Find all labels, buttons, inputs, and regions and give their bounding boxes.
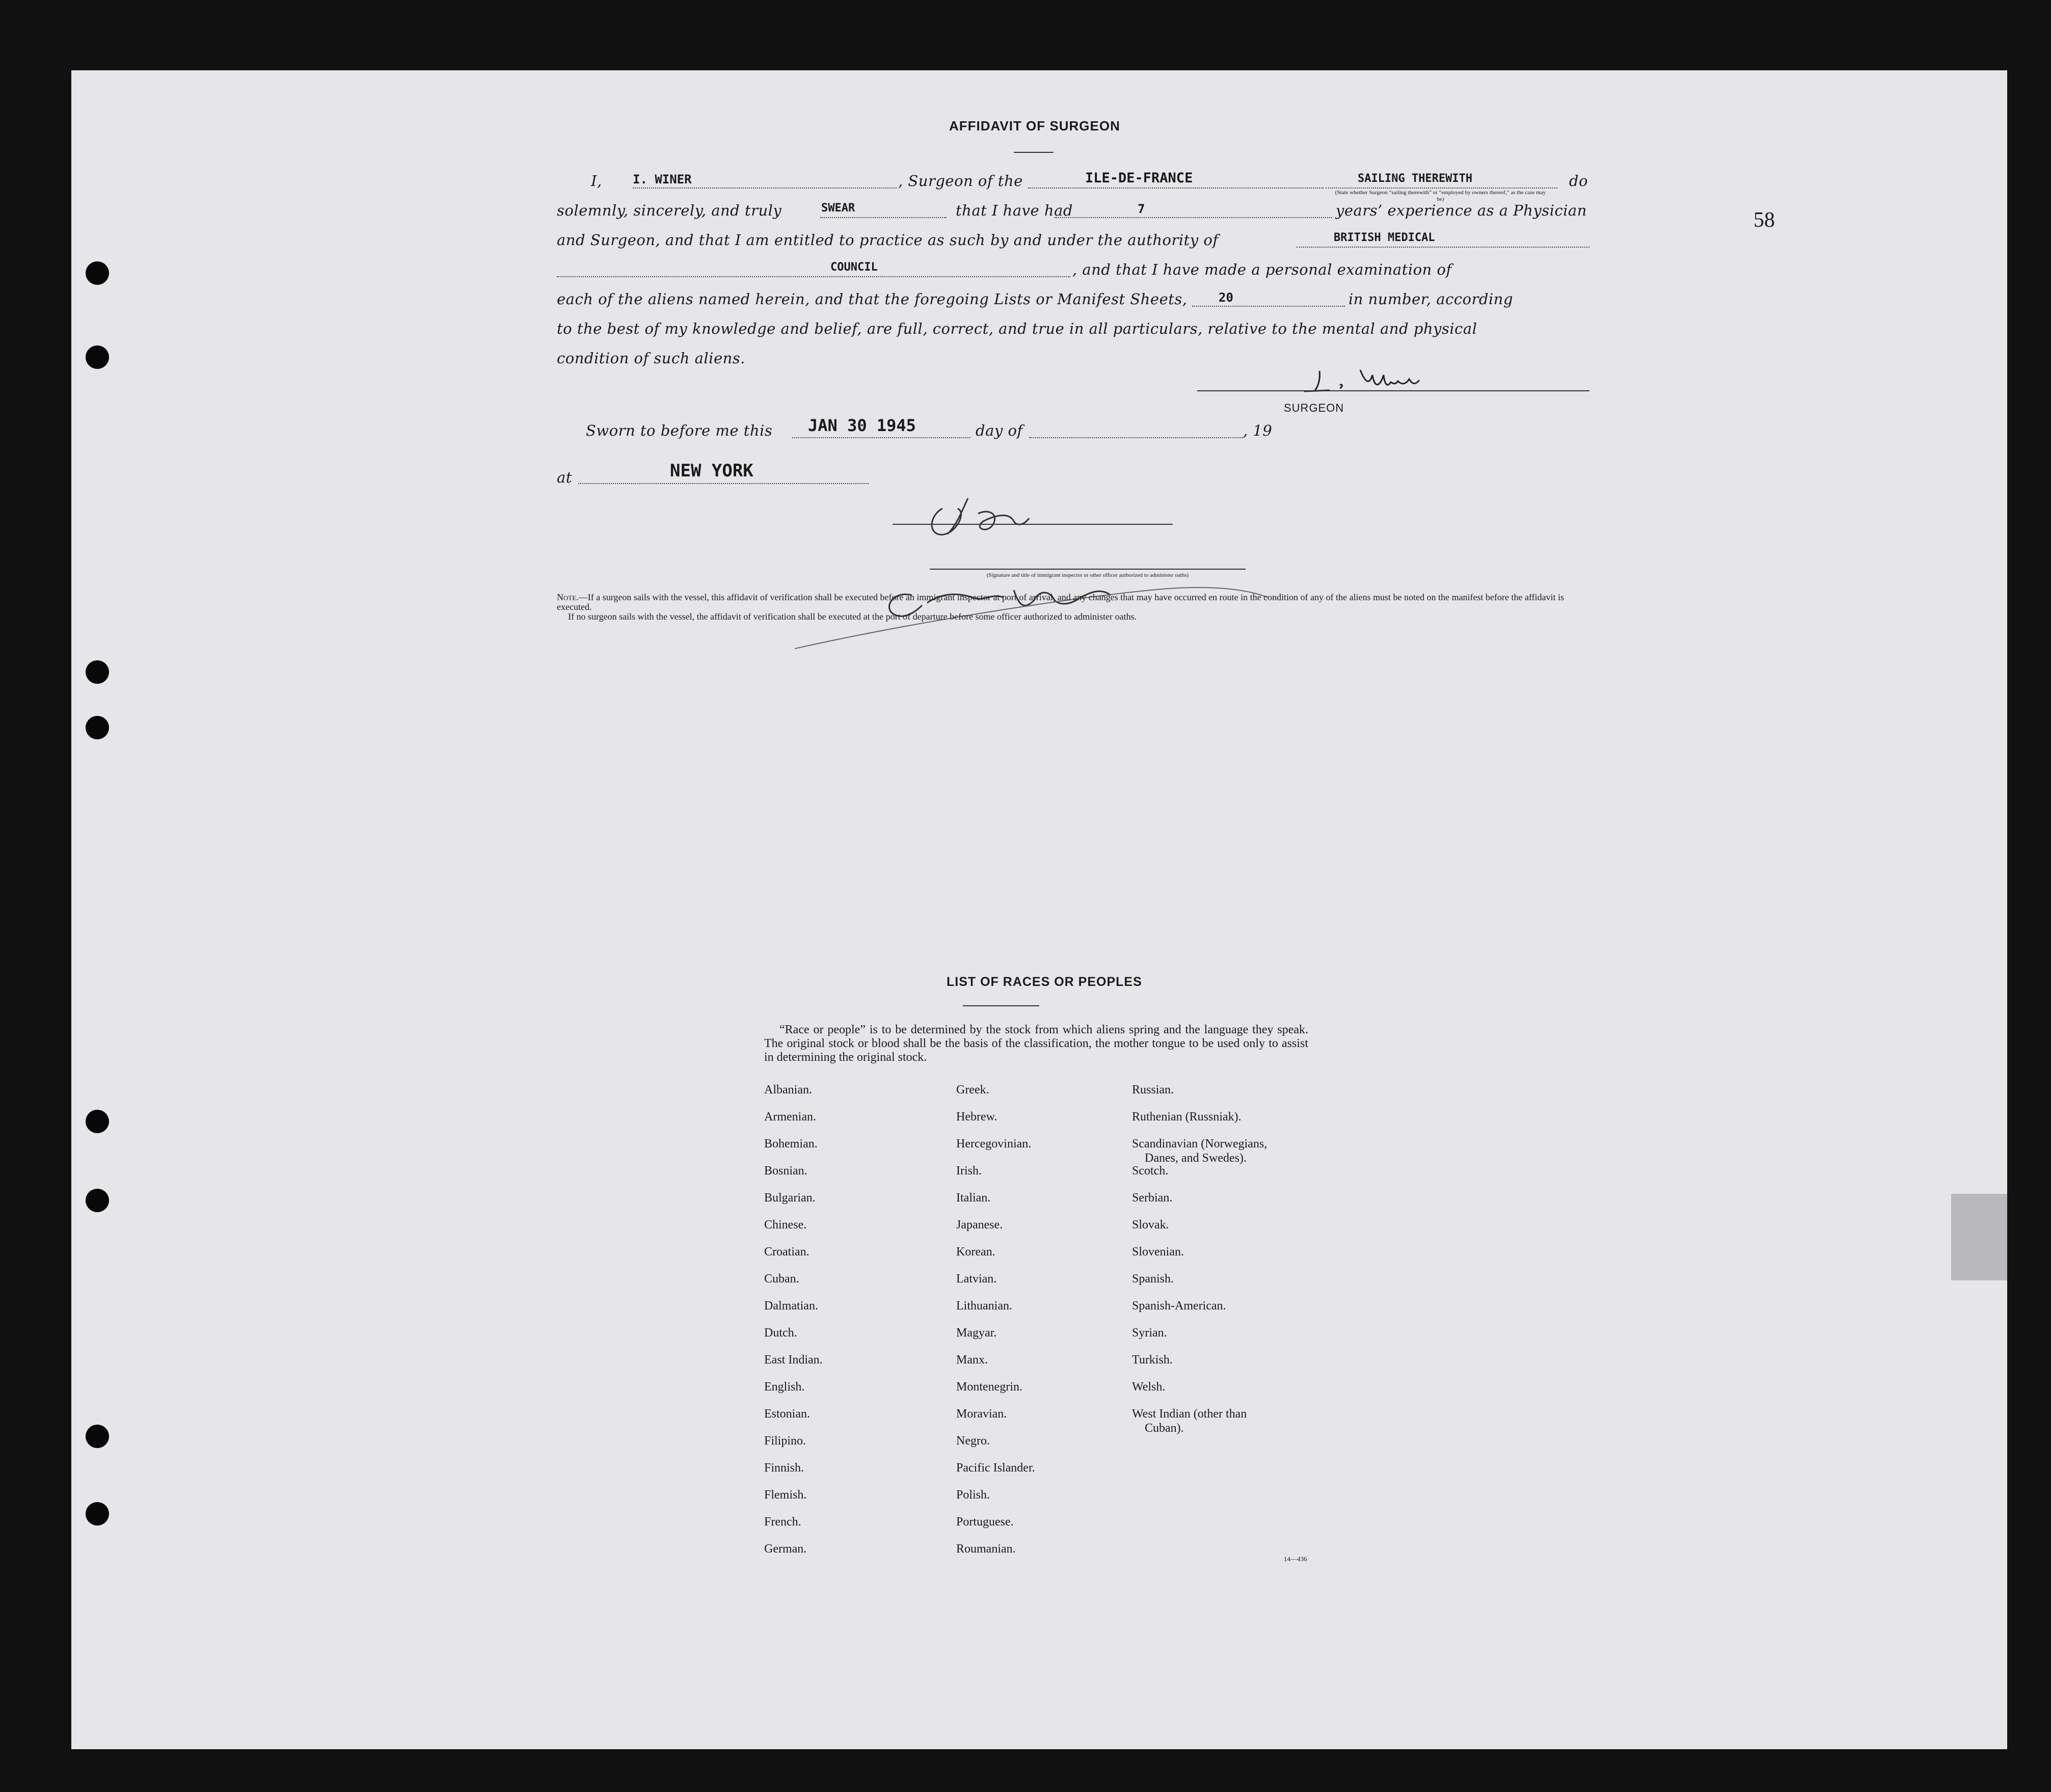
years-field: 7 <box>1138 202 1145 216</box>
surgeon-signature-line <box>1197 390 1589 391</box>
race-item: Roumanian. <box>956 1542 1016 1556</box>
affidavit-line5-end: in number, according <box>1348 290 1514 308</box>
race-item: Bohemian. <box>764 1137 818 1151</box>
binder-hole <box>86 1425 109 1448</box>
affidavit-line1-prefix: I, <box>591 172 602 190</box>
race-item: Portuguese. <box>956 1515 1014 1529</box>
race-item: Korean. <box>956 1245 995 1259</box>
race-item: Serbian. <box>1132 1191 1173 1205</box>
note-lead: Note. <box>557 592 579 602</box>
race-item: Cuban). <box>1145 1422 1184 1435</box>
race-item: Greek. <box>956 1083 989 1096</box>
race-item: West Indian (other than <box>1132 1407 1247 1421</box>
binder-hole <box>86 345 109 369</box>
race-item: English. <box>764 1380 805 1394</box>
officer-line-1 <box>893 524 1173 525</box>
affidavit-line2-mid: that I have had <box>956 202 1073 219</box>
affidavit-title: AFFIDAVIT OF SURGEON <box>949 118 1120 133</box>
fill-line <box>1028 188 1324 189</box>
race-item: Dutch. <box>764 1326 797 1340</box>
races-title: LIST OF RACES OR PEOPLES <box>947 975 1142 989</box>
race-item: French. <box>764 1515 801 1529</box>
race-item: Slovak. <box>1132 1218 1169 1232</box>
at-label: at <box>557 469 572 486</box>
capacity-field: SAILING THEREWITH <box>1358 172 1473 185</box>
race-item: Irish. <box>956 1164 982 1178</box>
page-number: 58 <box>1753 208 1775 232</box>
form-number: 14—436 <box>1284 1555 1307 1563</box>
capacity-note: (State whether Surgeon “sailing therewith” or “employed by owners thereof,” as the case may be) <box>1335 190 1546 202</box>
sheets-count-field: 20 <box>1219 290 1233 305</box>
race-item: Armenian. <box>764 1110 816 1124</box>
date-stamp: JAN 30 1945 <box>808 416 916 435</box>
race-item: Bosnian. <box>764 1164 807 1178</box>
affidavit-line2-end: years’ experience as a Physician <box>1336 202 1587 219</box>
affidavit-line6: to the best of my knowledge and belief, are full, correct, and true in all particulars, relative to the mental and physical <box>557 320 1477 337</box>
race-item: Chinese. <box>764 1218 807 1232</box>
race-item: Cuban. <box>764 1272 799 1286</box>
race-item: Welsh. <box>1132 1380 1166 1394</box>
fill-line <box>557 276 1070 277</box>
authority-field-part1: BRITISH MEDICAL <box>1334 231 1435 244</box>
manifest-page <box>71 70 2007 1749</box>
race-item: Filipino. <box>764 1434 806 1448</box>
fill-line <box>1192 306 1345 307</box>
binder-hole <box>86 716 109 739</box>
binder-hole <box>86 660 109 684</box>
race-item: Manx. <box>956 1353 988 1367</box>
affidavit-line1-mid: , Surgeon of the <box>898 172 1023 190</box>
race-item: Montenegrin. <box>956 1380 1022 1394</box>
race-item: Ruthenian (Russniak). <box>1132 1110 1242 1124</box>
race-item: Scandinavian (Norwegians, <box>1132 1137 1267 1151</box>
race-item: Latvian. <box>956 1272 997 1286</box>
note-body: —If a surgeon sails with the vessel, this affidavit of verification shall be executed before an immigrant inspector at port of arrival, and any changes that may have occurred en route in the condition of any of the aliens must be noted on the manifest before the affidavit is executed. <box>557 592 1564 612</box>
race-item: Danes, and Swedes). <box>1145 1152 1247 1165</box>
fill-line <box>1029 437 1243 438</box>
race-item: Spanish. <box>1132 1272 1174 1286</box>
race-item: Lithuanian. <box>956 1299 1012 1313</box>
officer-line-2 <box>930 569 1246 570</box>
surgeon-name-field: I. WINER <box>633 172 692 186</box>
race-item: Pacific Islander. <box>956 1461 1035 1475</box>
race-item: German. <box>764 1542 807 1556</box>
tape-patch <box>1951 1194 2007 1280</box>
sworn-end: , 19 <box>1243 422 1273 439</box>
race-item: Hercegovinian. <box>956 1137 1032 1151</box>
fill-line <box>820 217 947 218</box>
title-underline <box>1014 152 1054 153</box>
race-item: Flemish. <box>764 1488 807 1502</box>
officer-signature-label: (Signature and title of immigrant inspector or other officer authorized to administer oaths) <box>986 572 1189 578</box>
affidavit-note-2: If no surgeon sails with the vessel, the affidavit of verification shall be executed at the port of departure before some officer authorized to administer oaths. <box>568 611 1137 622</box>
place-stamp: NEW YORK <box>670 461 753 481</box>
binder-hole <box>86 261 109 285</box>
fill-line <box>1055 217 1332 218</box>
race-item: Spanish-American. <box>1132 1299 1226 1313</box>
race-item: Albanian. <box>764 1083 812 1096</box>
sworn-mid: day of <box>976 422 1023 439</box>
affidavit-line3: and Surgeon, and that I am entitled to practice as such by and under the authority of <box>557 231 1219 249</box>
race-item: Finnish. <box>764 1461 804 1475</box>
fill-line <box>1297 247 1589 248</box>
fill-line <box>633 188 897 189</box>
ship-name-field: ILE-DE-FRANCE <box>1085 170 1193 186</box>
affidavit-line1-end: do <box>1569 172 1588 190</box>
sworn-start: Sworn to before me this <box>586 422 773 439</box>
affidavit-note <box>557 593 1591 612</box>
race-item: Turkish. <box>1132 1353 1173 1367</box>
officer-signature <box>795 478 1406 661</box>
surgeon-label: SURGEON <box>1284 402 1344 414</box>
races-intro: “Race or people” is to be determined by the stock from which aliens spring and the language they speak. The original stock or blood shall be the basis of the classification, the mother tongue to be used only to assist in determining the original stock. <box>764 1023 1308 1064</box>
race-item: East Indian. <box>764 1353 823 1367</box>
affidavit-line5-start: each of the aliens named herein, and that the foregoing Lists or Manifest Sheets, <box>557 290 1188 308</box>
fill-line <box>1326 188 1557 189</box>
race-item: Moravian. <box>956 1407 1007 1421</box>
binder-hole <box>86 1502 109 1526</box>
race-item: Slovenian. <box>1132 1245 1184 1259</box>
affidavit-line4-end: , and that I have made a personal examination of <box>1072 261 1452 278</box>
race-item: Italian. <box>956 1191 991 1205</box>
race-item: Russian. <box>1132 1083 1174 1096</box>
oath-field: SWEAR <box>821 202 855 215</box>
race-item: Dalmatian. <box>764 1299 818 1313</box>
affidavit-line2-start: solemnly, sincerely, and truly <box>557 202 782 219</box>
surgeon-signature <box>1284 361 1498 402</box>
races-underline <box>963 1005 1039 1006</box>
race-item: Croatian. <box>764 1245 809 1259</box>
authority-field-part2: COUNCIL <box>830 261 878 274</box>
affidavit-line7: condition of such aliens. <box>557 350 745 367</box>
race-item: Estonian. <box>764 1407 810 1421</box>
binder-hole <box>86 1110 109 1133</box>
race-item: Scotch. <box>1132 1164 1169 1178</box>
race-item: Polish. <box>956 1488 990 1502</box>
race-item: Bulgarian. <box>764 1191 816 1205</box>
race-item: Japanese. <box>956 1218 1003 1232</box>
race-item: Syrian. <box>1132 1326 1167 1340</box>
race-item: Negro. <box>956 1434 990 1448</box>
fill-line <box>792 437 970 438</box>
race-item: Magyar. <box>956 1326 997 1340</box>
binder-hole <box>86 1189 109 1212</box>
race-item: Hebrew. <box>956 1110 997 1124</box>
